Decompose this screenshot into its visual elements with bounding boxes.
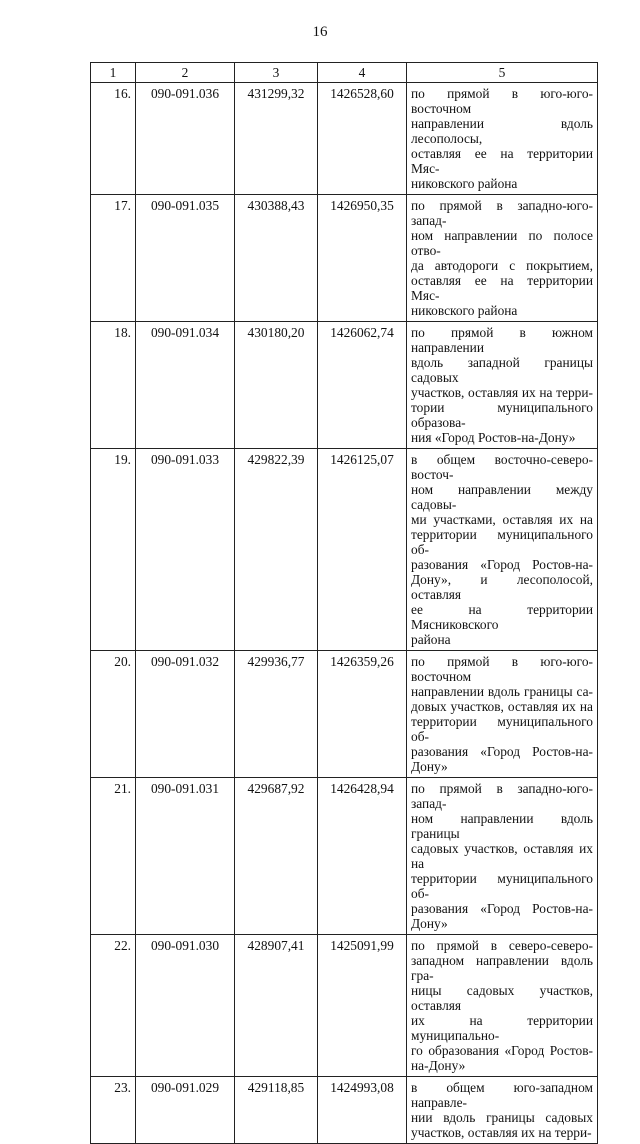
table-row	[91, 83, 598, 195]
description-line: Дону»	[411, 759, 448, 774]
description-line: по прямой в юго-юго-восточном	[411, 654, 593, 684]
row-number-cell: 20.	[91, 651, 136, 778]
column-header-3: 3	[235, 63, 318, 83]
y-coordinate-cell: 1426528,60	[318, 83, 407, 195]
description-line: никовского района	[411, 176, 518, 191]
description-line: нии вдоль границы садовых	[411, 1110, 593, 1125]
table-header-row	[91, 63, 598, 83]
description-line: по прямой в северо-северо-	[411, 938, 593, 953]
description-line: участков, оставляя их на терри-	[411, 385, 593, 400]
description-line: по прямой в западно-юго-запад-	[411, 781, 593, 811]
description-line: в общем юго-западном направле-	[411, 1080, 593, 1110]
point-code-cell: 090-091.032	[136, 651, 235, 778]
description-line: да автодороги с покрытием,	[411, 258, 593, 273]
description-line: направлении вдоль лесополосы,	[411, 116, 593, 146]
boundary-description-table	[90, 62, 598, 1144]
table-row	[91, 651, 598, 778]
x-coordinate-cell: 430180,20	[235, 322, 318, 449]
description-line: Дону», и лесополосой, оставляя	[411, 572, 593, 602]
column-header-2: 2	[136, 63, 235, 83]
description-line: по прямой в западно-юго-запад-	[411, 198, 593, 228]
row-number-cell: 16.	[91, 83, 136, 195]
x-coordinate-cell: 429822,39	[235, 449, 318, 651]
description-line: территории муниципального об-	[411, 714, 593, 744]
description-line: ном направлении по полосе отво-	[411, 228, 593, 258]
y-coordinate-cell: 1425091,99	[318, 935, 407, 1077]
row-number-cell: 17.	[91, 195, 136, 322]
description-line: разования «Город Ростов-на-	[411, 744, 593, 759]
description-line: по прямой в юго-юго-восточном	[411, 86, 593, 116]
description-line: разования «Город Ростов-на-	[411, 901, 593, 916]
boundary-description-cell	[407, 449, 598, 651]
x-coordinate-cell: 429936,77	[235, 651, 318, 778]
boundary-description-cell	[407, 195, 598, 322]
point-code-cell: 090-091.033	[136, 449, 235, 651]
point-code-cell: 090-091.030	[136, 935, 235, 1077]
boundary-description-cell	[407, 778, 598, 935]
description-line: оставляя ее на территории Мяс-	[411, 273, 593, 303]
description-line: Дону»	[411, 916, 448, 931]
description-line: участков, оставляя их на терри-	[411, 1125, 592, 1140]
x-coordinate-cell: 431299,32	[235, 83, 318, 195]
description-line: тории муниципального образова-	[411, 400, 593, 430]
description-line: территории муниципального об-	[411, 527, 593, 557]
row-number-cell: 18.	[91, 322, 136, 449]
point-code-cell: 090-091.036	[136, 83, 235, 195]
description-line: вдоль западной границы садовых	[411, 355, 593, 385]
column-header-4: 4	[318, 63, 407, 83]
boundary-description-cell	[407, 83, 598, 195]
y-coordinate-cell: 1426359,26	[318, 651, 407, 778]
boundary-description-cell	[407, 935, 598, 1077]
description-line: направлении вдоль границы са-	[411, 684, 593, 699]
x-coordinate-cell: 430388,43	[235, 195, 318, 322]
row-number-cell: 21.	[91, 778, 136, 935]
point-code-cell: 090-091.031	[136, 778, 235, 935]
table-row	[91, 778, 598, 935]
row-number-cell: 22.	[91, 935, 136, 1077]
description-line: никовского района	[411, 303, 518, 318]
description-line: ния «Город Ростов-на-Дону»	[411, 430, 576, 445]
description-line: на-Дону»	[411, 1058, 466, 1073]
point-code-cell: 090-091.029	[136, 1077, 235, 1144]
description-line: разования «Город Ростов-на-	[411, 557, 593, 572]
table-row	[91, 449, 598, 651]
table-row	[91, 1077, 598, 1144]
description-line: района	[411, 632, 451, 647]
column-header-1: 1	[91, 63, 136, 83]
description-line: довых участков, оставляя их на	[411, 699, 593, 714]
y-coordinate-cell: 1426428,94	[318, 778, 407, 935]
y-coordinate-cell: 1424993,08	[318, 1077, 407, 1144]
boundary-description-cell	[407, 1077, 598, 1144]
table-row	[91, 935, 598, 1077]
table-body	[91, 83, 598, 1144]
row-number-cell: 23.	[91, 1077, 136, 1144]
table-row	[91, 195, 598, 322]
description-line: западном направлении вдоль гра-	[411, 953, 593, 983]
description-line: ее на территории Мясниковского	[411, 602, 593, 632]
x-coordinate-cell: 429118,85	[235, 1077, 318, 1144]
description-line: по прямой в южном направлении	[411, 325, 593, 355]
y-coordinate-cell: 1426062,74	[318, 322, 407, 449]
description-line: садовых участков, оставляя их на	[411, 841, 593, 871]
boundary-description-cell	[407, 322, 598, 449]
row-number-cell: 19.	[91, 449, 136, 651]
description-line: ми участками, оставляя их на	[411, 512, 593, 527]
description-line: ницы садовых участков, оставляя	[411, 983, 593, 1013]
description-line: оставляя ее на территории Мяс-	[411, 146, 593, 176]
x-coordinate-cell: 429687,92	[235, 778, 318, 935]
point-code-cell: 090-091.034	[136, 322, 235, 449]
y-coordinate-cell: 1426125,07	[318, 449, 407, 651]
page-number: 16	[312, 24, 328, 40]
y-coordinate-cell: 1426950,35	[318, 195, 407, 322]
column-header-5: 5	[407, 63, 598, 83]
description-line: их на территории муниципально-	[411, 1013, 593, 1043]
boundary-description-cell	[407, 651, 598, 778]
description-line: го образования «Город Ростов-	[411, 1043, 593, 1058]
description-line: территории муниципального об-	[411, 871, 593, 901]
x-coordinate-cell: 428907,41	[235, 935, 318, 1077]
table-row	[91, 322, 598, 449]
description-line: ном направлении между садовы-	[411, 482, 593, 512]
description-line: в общем восточно-северо-восточ-	[411, 452, 593, 482]
point-code-cell: 090-091.035	[136, 195, 235, 322]
description-line: ном направлении вдоль границы	[411, 811, 593, 841]
